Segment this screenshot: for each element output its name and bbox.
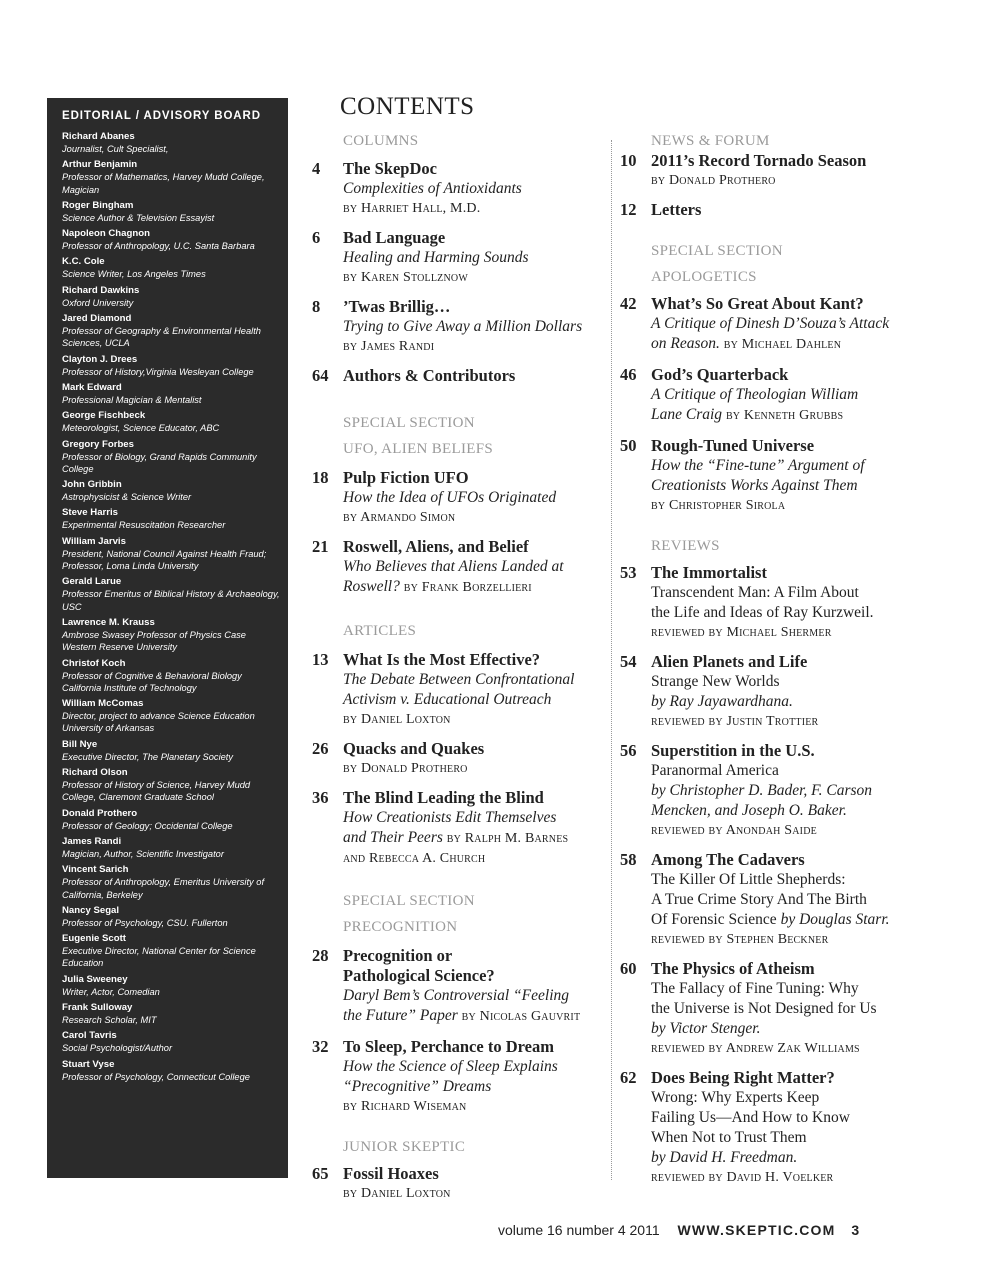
member-name: Richard Abanes bbox=[62, 131, 135, 142]
entry-subtitle: the Life and Ideas of Ray Kurzweil. bbox=[651, 604, 874, 621]
member-role: Professor of Biology, Grand Rapids Community College bbox=[62, 451, 257, 474]
page-number: 13 bbox=[312, 650, 329, 669]
entry-title: 2011’s Record Tornado Season bbox=[651, 151, 867, 170]
precognition-section bbox=[312, 892, 602, 936]
entry-subtitle: Strange New Worlds bbox=[651, 673, 780, 690]
member-role: Research Scholar, MIT bbox=[62, 1014, 157, 1025]
entry-title: Among The Cadavers bbox=[651, 850, 805, 869]
columns-section bbox=[312, 132, 602, 150]
member-role: Professor of History,Virginia Wesleyan College bbox=[62, 366, 254, 377]
member-name: Nancy Segal bbox=[62, 904, 120, 916]
toc-entry[interactable] bbox=[312, 946, 602, 1027]
entry-subtitle: on Reason. by Michael Dahlen bbox=[651, 335, 842, 352]
board-member bbox=[62, 536, 280, 573]
section-heading: APOLOGETICS bbox=[651, 269, 757, 285]
member-role: Professor of Mathematics, Harvey Mudd College, Magician bbox=[62, 172, 265, 195]
page-number: 58 bbox=[620, 850, 637, 869]
entry-byline: by Nicolas Gauvrit bbox=[461, 1009, 581, 1024]
entry-title: Does Being Right Matter? bbox=[651, 1068, 835, 1087]
member-name: George Fischbeck bbox=[62, 410, 146, 422]
entry-author: by Victor Stenger. bbox=[651, 1020, 761, 1037]
board-member bbox=[62, 658, 280, 695]
member-name: William McComas bbox=[62, 698, 144, 710]
board-member bbox=[62, 228, 280, 252]
entry-subtitle: Wrong: Why Experts Keep bbox=[651, 1089, 820, 1106]
section-heading: SPECIAL SECTION bbox=[343, 415, 475, 431]
entry-subtitle: How the Science of Sleep Explains bbox=[343, 1058, 558, 1075]
entry-title: Fossil Hoaxes bbox=[343, 1164, 439, 1183]
entry-byline: by Karen Stollznow bbox=[343, 270, 468, 285]
member-name: Arthur Benjamin bbox=[62, 159, 138, 171]
member-name: William Jarvis bbox=[62, 535, 126, 547]
board-member bbox=[62, 1030, 280, 1054]
entry-title: What Is the Most Effective? bbox=[343, 650, 541, 669]
issue-info: volume 16 number 4 2011 bbox=[498, 1222, 660, 1238]
board-member bbox=[62, 698, 280, 735]
entry-subtitle: How the Idea of UFOs Originated bbox=[343, 489, 557, 506]
board-member bbox=[62, 354, 280, 378]
board-member bbox=[62, 576, 280, 613]
entry-subtitle: The Fallacy of Fine Tuning: Why bbox=[651, 980, 859, 997]
toc-entry[interactable] bbox=[620, 200, 910, 220]
toc-entry[interactable] bbox=[312, 537, 602, 598]
board-member bbox=[62, 1059, 280, 1083]
entry-byline: by Daniel Loxton bbox=[343, 712, 451, 727]
entry-byline: by Daniel Loxton bbox=[343, 1186, 451, 1201]
member-name: John Gribbin bbox=[62, 479, 122, 491]
section-heading: SPECIAL SECTION bbox=[651, 243, 783, 259]
entry-subtitle: A True Crime Story And The Birth bbox=[651, 891, 867, 908]
entry-byline: by Christopher Sirola bbox=[651, 498, 786, 513]
page-number: 46 bbox=[620, 365, 637, 384]
page-number: 36 bbox=[312, 788, 329, 807]
entry-author: by Ray Jayawardhana. bbox=[651, 693, 793, 710]
member-name: Clayton J. Drees bbox=[62, 353, 138, 365]
section-heading: JUNIOR SKEPTIC bbox=[343, 1139, 466, 1155]
board-member bbox=[62, 617, 280, 654]
entry-byline: by Frank Borzellieri bbox=[403, 580, 532, 595]
board-member-list bbox=[62, 131, 280, 1083]
board-member bbox=[62, 974, 280, 998]
toc-entry[interactable] bbox=[620, 959, 910, 1058]
entry-title: To Sleep, Perchance to Dream bbox=[343, 1037, 554, 1056]
page-number: 12 bbox=[620, 200, 637, 219]
page-number: 54 bbox=[620, 652, 637, 671]
member-name: Bill Nye bbox=[62, 738, 98, 750]
entry-title: Rough-Tuned Universe bbox=[651, 436, 815, 455]
entry-subtitle: Creationists Works Against Them bbox=[651, 477, 858, 494]
member-name: James Randi bbox=[62, 835, 122, 847]
reviews-section bbox=[620, 537, 910, 555]
toc-entry[interactable] bbox=[312, 297, 602, 356]
page-number: 6 bbox=[312, 228, 321, 247]
board-member bbox=[62, 131, 280, 155]
contents-title: CONTENTS bbox=[340, 93, 475, 120]
toc-entry[interactable] bbox=[312, 1037, 602, 1116]
entry-subtitle: the Future” Paper by Nicolas Gauvrit bbox=[343, 1007, 581, 1024]
member-role: Meteorologist, Science Educator, ABC bbox=[62, 423, 220, 434]
entry-subtitle: Of Forensic Science by Douglas Starr. bbox=[651, 911, 890, 928]
entry-byline: by James Randi bbox=[343, 339, 435, 354]
board-member bbox=[62, 159, 280, 196]
member-name: Lawrence M. Krauss bbox=[62, 616, 155, 628]
entry-subtitle: When Not to Trust Them bbox=[651, 1129, 807, 1146]
board-member bbox=[62, 200, 280, 224]
page-number: 28 bbox=[312, 946, 329, 965]
entry-title: The Immortalist bbox=[651, 563, 767, 582]
entry-subtitle: Transcendent Man: A Film About bbox=[651, 584, 859, 601]
section-heading: NEWS & FORUM bbox=[651, 133, 770, 149]
toc-entry[interactable] bbox=[620, 652, 910, 731]
entry-subtitle: Roswell? by Frank Borzellieri bbox=[343, 578, 532, 595]
board-member bbox=[62, 905, 280, 929]
board-title: EDITORIAL / ADVISORY BOARD bbox=[62, 110, 261, 122]
page-number: 42 bbox=[620, 294, 637, 313]
member-role: Professor of Geology; Occidental College bbox=[62, 820, 233, 831]
page-number: 26 bbox=[312, 739, 329, 758]
toc-entry[interactable] bbox=[312, 228, 602, 287]
member-role: Social Psychologist/Author bbox=[62, 1043, 173, 1054]
junior-skeptic-section bbox=[312, 1138, 602, 1156]
member-role: Experimental Resuscitation Researcher bbox=[62, 520, 226, 531]
member-role: Director, project to advance Science Education University of Arkansas bbox=[62, 711, 255, 734]
member-role: Magician, Author, Scientific Investigator bbox=[62, 848, 224, 859]
entry-title: God’s Quarterback bbox=[651, 365, 789, 384]
section-heading: COLUMNS bbox=[343, 133, 419, 149]
member-name: Jared Diamond bbox=[62, 313, 132, 325]
board-member bbox=[62, 1002, 280, 1026]
page-number: 53 bbox=[620, 563, 637, 582]
toc-entry[interactable] bbox=[620, 741, 910, 840]
section-heading: REVIEWS bbox=[651, 538, 720, 554]
page-number: 64 bbox=[312, 366, 329, 385]
member-name: Julia Sweeney bbox=[62, 973, 128, 985]
board-member bbox=[62, 382, 280, 406]
toc-entry[interactable] bbox=[620, 436, 910, 515]
member-name: Vincent Sarich bbox=[62, 864, 129, 876]
entry-subtitle: How Creationists Edit Themselves bbox=[343, 809, 557, 826]
entry-author: by David H. Freedman. bbox=[651, 1149, 798, 1166]
entry-subtitle: Daryl Bem’s Controversial “Feeling bbox=[343, 987, 570, 1004]
member-name: Gerald Larue bbox=[62, 576, 122, 588]
entry-author: by Christopher D. Bader, F. Carson bbox=[651, 782, 873, 799]
page-number: 10 bbox=[620, 151, 637, 170]
toc-entry[interactable] bbox=[312, 366, 602, 386]
entry-byline: reviewed by Justin Trottier bbox=[651, 714, 819, 729]
entry-byline: reviewed by David H. Voelker bbox=[651, 1170, 834, 1185]
member-name: Eugenie Scott bbox=[62, 933, 126, 945]
member-role: Ambrose Swasey Professor of Physics Case Western Reserve University bbox=[62, 629, 246, 653]
board-member bbox=[62, 933, 280, 970]
entry-title: Precognition or bbox=[343, 946, 453, 965]
member-role: Science Writer, Los Angeles Times bbox=[62, 269, 206, 280]
page-number: 21 bbox=[312, 537, 329, 556]
news-forum-section bbox=[620, 132, 910, 150]
entry-byline: by Ralph M. Barnes bbox=[446, 831, 569, 846]
member-name: Stuart Vyse bbox=[62, 1058, 115, 1070]
member-role: Science Author & Television Essayist bbox=[62, 212, 215, 223]
member-role: Professor of Cognitive & Behavioral Biology California Institute of Technology bbox=[62, 670, 242, 693]
entry-byline: by Donald Prothero bbox=[651, 173, 776, 188]
toc-entry[interactable] bbox=[312, 788, 602, 868]
member-role: Professor Emeritus of Biblical History & Archaeology, USC bbox=[62, 589, 280, 612]
entry-subtitle: Trying to Give Away a Million Dollars bbox=[343, 318, 583, 335]
entry-subtitle: and Their Peers by Ralph M. Barnes bbox=[343, 829, 569, 846]
entry-author: by Douglas Starr. bbox=[780, 911, 890, 928]
page-number: 18 bbox=[312, 468, 329, 487]
member-role: Writer, Actor, Comedian bbox=[62, 986, 160, 997]
toc-entry[interactable] bbox=[620, 1068, 910, 1187]
entry-byline: by Donald Prothero bbox=[343, 761, 468, 776]
entry-title: Alien Planets and Life bbox=[651, 652, 808, 671]
entry-title: The SkepDoc bbox=[343, 159, 437, 178]
page-number: 65 bbox=[312, 1164, 329, 1183]
page-number: 60 bbox=[620, 959, 637, 978]
member-name: Gregory Forbes bbox=[62, 438, 134, 450]
member-role: Astrophysicist & Science Writer bbox=[62, 492, 192, 503]
board-member bbox=[62, 479, 280, 503]
member-role: Oxford University bbox=[62, 297, 134, 308]
entry-subtitle: A Critique of Dinesh D’Souza’s Attack bbox=[651, 315, 890, 332]
board-member bbox=[62, 439, 280, 476]
entry-subtitle: Who Believes that Aliens Landed at bbox=[343, 558, 564, 575]
entry-subtitle: Activism v. Educational Outreach bbox=[343, 691, 552, 708]
member-name: Frank Sulloway bbox=[62, 1001, 133, 1013]
member-role: Professor of Psychology, Connecticut College bbox=[62, 1071, 250, 1082]
board-member bbox=[62, 767, 280, 804]
toc-entry[interactable] bbox=[620, 850, 910, 949]
contents-column-right bbox=[620, 132, 910, 1197]
articles-section bbox=[312, 622, 602, 640]
page-number: 4 bbox=[312, 159, 321, 178]
toc-entry[interactable] bbox=[620, 563, 910, 642]
page-number: 32 bbox=[312, 1037, 329, 1056]
apologetics-section bbox=[620, 242, 910, 286]
member-name: Steve Harris bbox=[62, 507, 118, 519]
entry-subtitle: Complexities of Antioxidants bbox=[343, 180, 522, 197]
entry-byline: and Rebecca A. Church bbox=[343, 851, 486, 866]
entry-title: Authors & Contributors bbox=[343, 366, 516, 385]
entry-subtitle: A Critique of Theologian William bbox=[651, 386, 859, 403]
entry-title: Bad Language bbox=[343, 228, 446, 247]
entry-title: The Physics of Atheism bbox=[651, 959, 815, 978]
page-footer bbox=[498, 1222, 859, 1238]
member-role: Executive Director, National Center for Science Education bbox=[62, 946, 256, 969]
board-member bbox=[62, 256, 280, 280]
page-number: 8 bbox=[312, 297, 321, 316]
member-name: Mark Edward bbox=[62, 381, 122, 393]
member-name: Donald Prothero bbox=[62, 807, 138, 819]
entry-title: The Blind Leading the Blind bbox=[343, 788, 544, 807]
column-divider bbox=[611, 140, 612, 1180]
entry-byline: reviewed by Andrew Zak Williams bbox=[651, 1041, 860, 1056]
toc-entry[interactable] bbox=[620, 294, 910, 355]
board-member bbox=[62, 285, 280, 309]
toc-entry[interactable] bbox=[312, 650, 602, 729]
contents-column-left bbox=[312, 132, 602, 1213]
section-heading: UFO, ALIEN BELIEFS bbox=[343, 441, 493, 457]
entry-title: Letters bbox=[651, 200, 702, 219]
entry-title: Pulp Fiction UFO bbox=[343, 468, 469, 487]
page-number: 62 bbox=[620, 1068, 637, 1087]
member-role: Professor of History of Science, Harvey Mudd College, Claremont Graduate School bbox=[62, 780, 251, 803]
entry-subtitle: Lane Craig by Kenneth Grubbs bbox=[651, 406, 844, 423]
entry-byline: reviewed by Stephen Beckner bbox=[651, 932, 829, 947]
toc-entry[interactable] bbox=[620, 151, 910, 190]
board-member bbox=[62, 507, 280, 531]
member-name: Christof Koch bbox=[62, 657, 126, 669]
entry-title: Quacks and Quakes bbox=[343, 739, 485, 758]
entry-title: ’Twas Brillig… bbox=[343, 297, 451, 316]
entry-title: What’s So Great About Kant? bbox=[651, 294, 864, 313]
entry-byline: by Richard Wiseman bbox=[343, 1099, 467, 1114]
member-name: Richard Olson bbox=[62, 767, 128, 779]
entry-subtitle: Healing and Harming Sounds bbox=[343, 249, 529, 266]
entry-byline: by Harriet Hall, M.D. bbox=[343, 201, 481, 216]
ufo-section bbox=[312, 414, 602, 458]
entry-title: Superstition in the U.S. bbox=[651, 741, 815, 760]
toc-entry[interactable] bbox=[620, 365, 910, 426]
entry-byline: by Kenneth Grubbs bbox=[725, 408, 844, 423]
member-name: K.C. Cole bbox=[62, 256, 105, 268]
member-name: Napoleon Chagnon bbox=[62, 228, 150, 240]
toc-entry[interactable] bbox=[312, 159, 602, 218]
entry-byline: by Armando Simon bbox=[343, 510, 456, 525]
entry-subtitle: Paranormal America bbox=[651, 762, 779, 779]
member-name: Richard Dawkins bbox=[62, 284, 140, 296]
section-heading: SPECIAL SECTION bbox=[343, 893, 475, 909]
entry-subtitle: The Killer Of Little Shepherds: bbox=[651, 871, 846, 888]
board-member bbox=[62, 808, 280, 832]
member-role: Professor of Psychology, CSU. Fullerton bbox=[62, 917, 228, 928]
member-name: Roger Bingham bbox=[62, 199, 134, 211]
member-role: Journalist, Cult Specialist, bbox=[62, 144, 169, 154]
board-member bbox=[62, 410, 280, 434]
entry-subtitle: How the “Fine-tune” Argument of bbox=[651, 457, 865, 474]
entry-subtitle: the Universe is Not Designed for Us bbox=[651, 1000, 877, 1017]
board-member bbox=[62, 739, 280, 763]
member-role: Executive Director, The Planetary Society bbox=[62, 751, 234, 762]
member-role: Professor of Anthropology, Emeritus University of California, Berkeley bbox=[62, 877, 265, 900]
entry-subtitle: The Debate Between Confrontational bbox=[343, 671, 575, 688]
member-role: Professor of Geography & Environmental Health Sciences, UCLA bbox=[62, 326, 261, 349]
entry-byline: reviewed by Michael Shermer bbox=[651, 625, 832, 640]
entry-subtitle: “Precognitive” Dreams bbox=[343, 1078, 492, 1095]
board-member bbox=[62, 864, 280, 901]
page-number: 56 bbox=[620, 741, 637, 760]
section-heading: ARTICLES bbox=[343, 623, 417, 639]
section-heading: PRECOGNITION bbox=[343, 919, 458, 935]
entry-title: Roswell, Aliens, and Belief bbox=[343, 537, 529, 556]
member-name: Carol Tavris bbox=[62, 1030, 117, 1042]
board-member bbox=[62, 836, 280, 860]
toc-entry[interactable] bbox=[312, 468, 602, 527]
toc-entry[interactable] bbox=[312, 739, 602, 778]
entry-title: Pathological Science? bbox=[343, 966, 495, 985]
board-member bbox=[62, 313, 280, 350]
website-link[interactable]: WWW.SKEPTIC.COM bbox=[677, 1222, 836, 1238]
member-role: Professor of Anthropology, U.C. Santa Barbara bbox=[62, 241, 255, 252]
entry-byline: reviewed by Anondah Saide bbox=[651, 823, 817, 838]
page-number: 50 bbox=[620, 436, 637, 455]
page-number: 3 bbox=[851, 1222, 860, 1238]
toc-entry[interactable] bbox=[312, 1164, 602, 1203]
entry-author: Mencken, and Joseph O. Baker. bbox=[651, 802, 847, 819]
entry-byline: by Michael Dahlen bbox=[723, 337, 842, 352]
member-role: President, National Council Against Health Fraud; Professor, Loma Linda University bbox=[62, 548, 267, 572]
advisory-board-panel bbox=[47, 98, 288, 1178]
member-role: Professional Magician & Mentalist bbox=[62, 394, 202, 405]
entry-subtitle: Failing Us—And How to Know bbox=[651, 1109, 850, 1126]
